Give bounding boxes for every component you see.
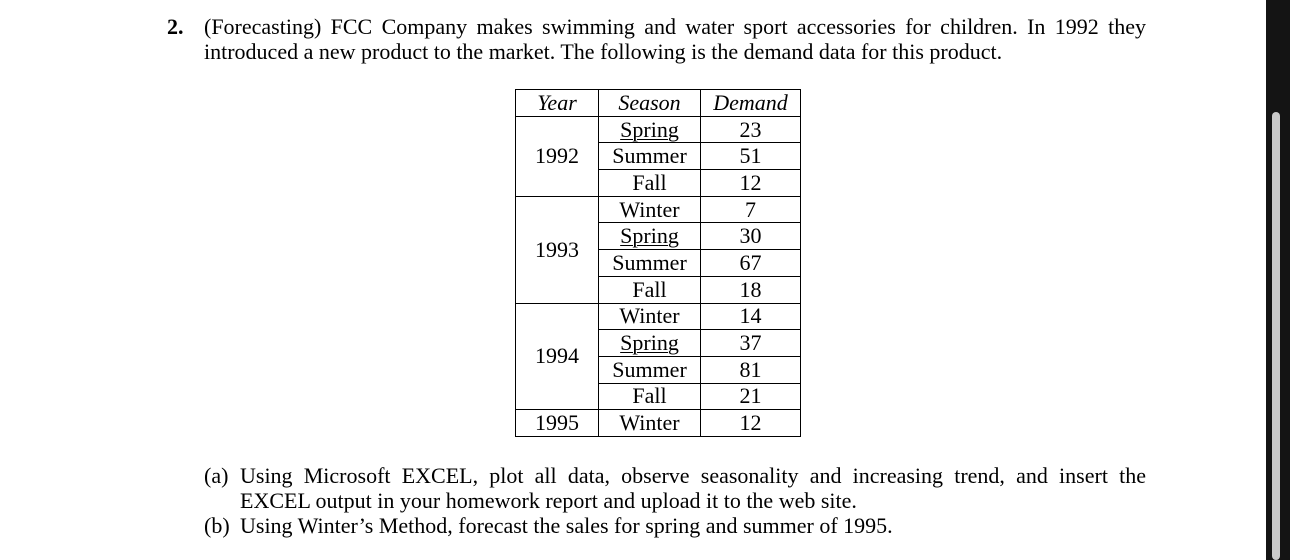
demand-cell: 67 <box>701 250 801 277</box>
season-cell: Winter <box>599 196 701 223</box>
demand-cell: 30 <box>701 223 801 250</box>
demand-cell: 14 <box>701 303 801 330</box>
part-a-text: Using Microsoft EXCEL, plot all data, observe seasonality and increasing trend, and insert the EXCEL output in your homework report and upload it to the web site. <box>240 463 1146 513</box>
season-cell: Fall <box>599 276 701 303</box>
part-a <box>204 463 1146 513</box>
table-header-row <box>516 90 801 117</box>
demand-cell: 7 <box>701 196 801 223</box>
header-demand: Demand <box>701 90 801 117</box>
part-b <box>204 513 1146 538</box>
part-b-text: Using Winter’s Method, forecast the sales for spring and summer of 1995. <box>240 513 893 538</box>
table-row <box>516 196 801 223</box>
demand-cell: 37 <box>701 330 801 357</box>
season-cell: Spring <box>599 116 701 143</box>
year-cell: 1995 <box>516 410 599 437</box>
demand-cell: 18 <box>701 276 801 303</box>
table-row <box>516 116 801 143</box>
season-cell: Spring <box>599 223 701 250</box>
table-row <box>516 303 801 330</box>
demand-cell: 81 <box>701 356 801 383</box>
season-cell: Winter <box>599 410 701 437</box>
part-b-label: (b) <box>204 513 230 538</box>
demand-cell: 21 <box>701 383 801 410</box>
scrollbar-thumb[interactable] <box>1272 112 1280 560</box>
year-cell: 1992 <box>516 116 599 196</box>
season-cell: Summer <box>599 250 701 277</box>
demand-cell: 51 <box>701 143 801 170</box>
demand-cell: 23 <box>701 116 801 143</box>
table-row <box>516 410 801 437</box>
season-cell: Fall <box>599 170 701 197</box>
question-text: (Forecasting) FCC Company makes swimming and water sport accessories for children. In 1992 they introduced a new product to the market. The following is the demand data for this product. <box>204 14 1146 64</box>
season-cell: Summer <box>599 143 701 170</box>
season-cell: Fall <box>599 383 701 410</box>
season-cell: Spring <box>599 330 701 357</box>
header-season: Season <box>599 90 701 117</box>
season-cell: Winter <box>599 303 701 330</box>
season-cell: Summer <box>599 356 701 383</box>
part-a-label: (a) <box>204 463 229 488</box>
demand-cell: 12 <box>701 410 801 437</box>
year-cell: 1994 <box>516 303 599 410</box>
question-number: 2. <box>167 14 184 39</box>
year-cell: 1993 <box>516 196 599 303</box>
demand-table <box>515 89 801 437</box>
demand-cell: 12 <box>701 170 801 197</box>
question-parts <box>204 463 1146 538</box>
header-year: Year <box>516 90 599 117</box>
